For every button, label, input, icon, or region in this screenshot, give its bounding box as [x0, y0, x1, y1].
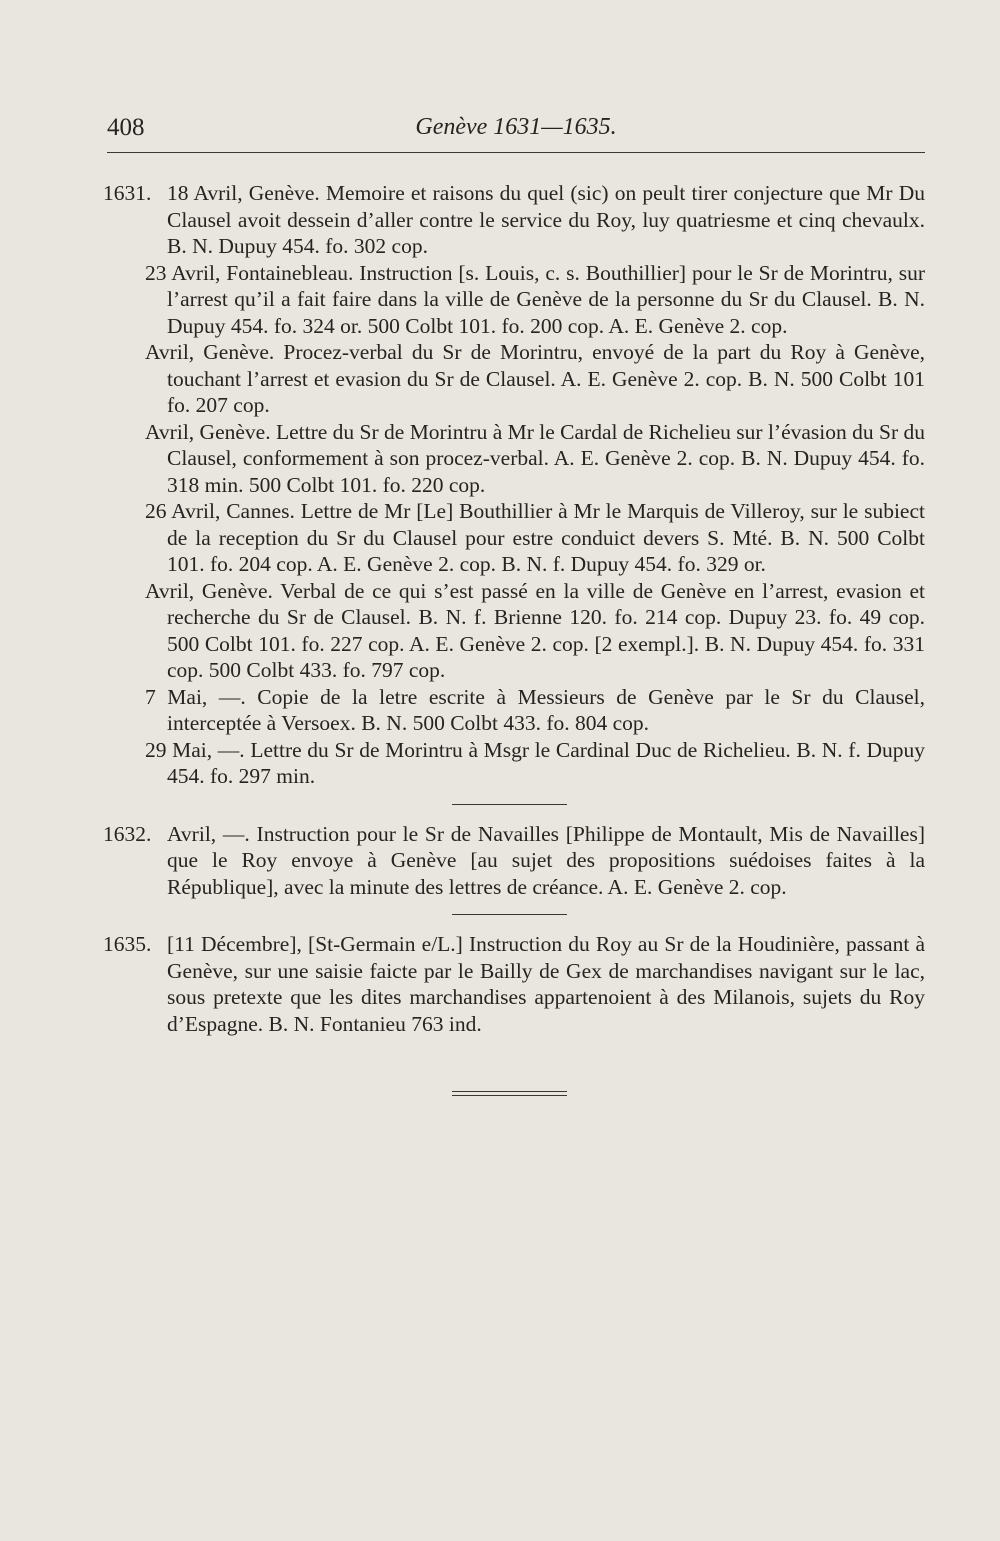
entry: Avril, Genève. Verbal de ce qui s’est passé en la ville de Genève en l’arrest, evasion et recherche du Sr de Clausel. B. N. f. Brienne 120. fo. 214 cop. Dupuy 23. fo. 49 cop. 500 Colbt 101. fo. 227 cop. A. E. Genève 2. cop. [2 exempl.]. B. N. Dupuy 454. fo. 331 cop. 500 Colbt 433. fo. 797 cop.: [145, 578, 925, 682]
section-divider: [452, 914, 567, 915]
end-rule-line: [452, 1091, 567, 1092]
entry: Avril, Genève. Lettre du Sr de Morintru à Mr le Cardal de Richelieu sur l’évasion du Sr du Clausel, conformement à son procez-verbal. A. E. Genève 2. cop. B. N. Dupuy 454. fo. 318 min. 500 Colbt 101. fo. 220 cop.: [145, 419, 925, 497]
section-divider: [452, 804, 567, 805]
year-section-1632: [103, 821, 925, 901]
entry: [11 Décembre], [St-Germain e/L.] Instruction du Roy au Sr de la Houdinière, passant à Genève, sur une saisie faicte par le Bailly de Gex de marchandises navigant sur le lac, sous pretexte que les dites marchandises appartenoient à des Milanois, sujets du Roy d’Espagne. B. N. Fontanieu 763 ind.: [167, 932, 925, 1036]
end-double-rule: [452, 1091, 567, 1096]
running-title: Genève 1631—1635.: [415, 114, 617, 140]
page-header: [107, 114, 925, 146]
document-body: [103, 180, 925, 1099]
year-label: 1635.: [103, 932, 152, 956]
entry: 7 Mai, —. Copie de la letre escrite à Messieurs de Genève par le Sr du Clausel, interceptée à Versoex. B. N. 500 Colbt 433. fo. 804 cop.: [145, 684, 925, 735]
header-rule: [107, 152, 925, 153]
end-rule-line: [452, 1095, 567, 1096]
page-number: 408: [107, 114, 145, 141]
entry: Avril, —. Instruction pour le Sr de Navailles [Philippe de Montault, Mis de Navailles] que le Roy envoye à Genève [au sujet des propositions suédoises faites à la République], avec la minute des lettres de créance. A. E. Genève 2. cop.: [167, 821, 925, 899]
entry: 29 Mai, —. Lettre du Sr de Morintru à Msgr le Cardinal Duc de Richelieu. B. N. f. Dupuy 454. fo. 297 min.: [145, 737, 925, 788]
year-label: 1632.: [103, 821, 152, 846]
entry: 18 Avril, Genève. Memoire et raisons du quel (sic) on peult tirer conjecture que Mr Du Clausel avoit dessein d’aller contre le service du Roy, luy quatriesme et cinq chevaulx. B. N. Dupuy 454. fo. 302 cop.: [167, 181, 925, 258]
year-section-1631: [103, 180, 925, 790]
year-label: 1631.: [103, 181, 152, 205]
entry: 23 Avril, Fontainebleau. Instruction [s. Louis, c. s. Bouthillier] pour le Sr de Morintru, sur l’arrest qu’il a fait faire dans la ville de Genève de la personne du Sr du Clausel. B. N. Dupuy 454. fo. 324 or. 500 Colbt 101. fo. 200 cop. A. E. Genève 2. cop.: [145, 260, 925, 338]
entry: Avril, Genève. Procez-verbal du Sr de Morintru, envoyé de la part du Roy à Genève, touchant l’arrest et evasion du Sr de Clausel. A. E. Genève 2. cop. B. N. 500 Colbt 101 fo. 207 cop.: [145, 340, 925, 417]
entry: 26 Avril, Cannes. Lettre de Mr [Le] Bouthillier à Mr le Marquis de Villeroy, sur le subiect de la reception du Sr du Clausel pour estre conduict devers S. Mté. B. N. 500 Colbt 101. fo. 204 cop. A. E. Genève 2. cop. B. N. f. Dupuy 454. fo. 329 or.: [145, 499, 925, 576]
year-section-1635: [103, 931, 925, 1037]
